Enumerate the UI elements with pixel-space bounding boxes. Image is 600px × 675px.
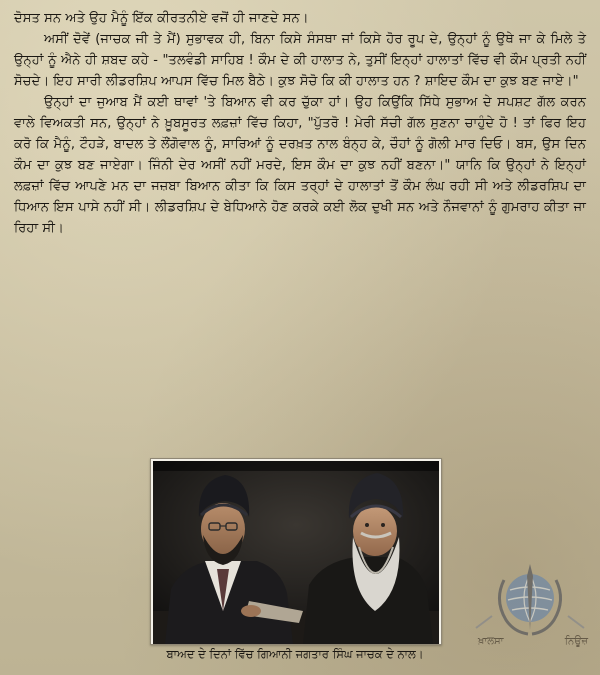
- photo-frame: [150, 458, 442, 645]
- paragraph-1: ਦੋਸਤ ਸਨ ਅਤੇ ਉਹ ਮੈਨੂੰ ਇੱਕ ਕੀਰਤਨੀਏ ਵਜੋਂ ਹੀ ਜਾਣਦੇ ਸਨ।: [14, 11, 309, 26]
- photo-illustration: [153, 461, 439, 644]
- photo-caption: ਬਾਅਦ ਦੇ ਦਿਨਾਂ ਵਿੱਚ ਗਿਆਨੀ ਜਗਤਾਰ ਸਿੰਘ ਜਾਚਕ ਦੇ ਨਾਲ।: [166, 647, 424, 661]
- khanda-globe-icon: [470, 560, 590, 640]
- paragraph-3: ਉਨ੍ਹਾਂ ਦਾ ਜੁਆਬ ਮੈਂ ਕਈ ਥਾਵਾਂ 'ਤੇ ਬਿਆਨ ਵੀ ਕਰ ਚੁੱਕਾ ਹਾਂ। ਉਹ ਕਿਉਂਕਿ ਸਿੱਧੇ ਸੁਭਾਅ ਦੇ ਸਪਸ਼ਟ ਗੱਲ ਕਰਨ ਵਾਲੇ ਵਿਅਕਤੀ ਸਨ, ਉਨ੍ਹਾਂ ਨੇ ਖ਼ੂਬਸੂਰਤ ਲਫ਼ਜ਼ਾਂ ਵਿੱਚ ਕਿਹਾ, "ਪੁੱਤਰੋ ! ਮੇਰੀ ਸੱਚੀ ਗੱਲ ਸੁਣਨਾ ਚਾਹੁੰਦੇ ਹੋ ! ਤਾਂ ਫਿਰ ਇਹ ਕਰੋ ਕਿ ਮੈਨੂੰ, ਟੌਹੜੇ, ਬਾਦਲ ਤੇ ਲੌਂਗੋਵਾਲ ਨੂੰ, ਸਾਰਿਆਂ ਨੂੰ ਦਰਖ਼ਤ ਨਾਲ ਬੰਨ੍ਹ ਕੇ, ਚੌਹਾਂ ਨੂੰ ਗੋਲੀ ਮਾਰ ਦਿਓ। ਬਸ, ਉਸ ਦਿਨ ਕੌਮ ਦਾ ਕੁਝ ਬਣ ਜਾਏਗਾ। ਜਿੰਨੀ ਦੇਰ ਅਸੀਂ ਨਹੀਂ ਮਰਦੇ, ਇਸ ਕੌਮ ਦਾ ਕੁਝ ਨਹੀਂ ਬਣਨਾ।" ਯਾਨਿ ਕਿ ਉਨ੍ਹਾਂ ਨੇ ਇਨ੍ਹਾਂ ਲਫ਼ਜ਼ਾਂ ਵਿੱਚ ਆਪਣੇ ਮਨ ਦਾ ਜਜ਼ਬਾ ਬਿਆਨ ਕੀਤਾ ਕਿ ਕਿਸ ਤਰ੍ਹਾਂ ਦੇ ਹਾਲਾਤਾਂ ਤੋਂ ਕੌਮ ਲੰਘ ਰਹੀ ਸੀ ਅਤੇ ਲੀਡਰਸ਼ਿਪ ਦਾ ਧਿਆਨ ਇਸ ਪਾਸੇ ਨਹੀਂ ਸੀ। ਲੀਡਰਸ਼ਿਪ ਦੇ ਬੇਧਿਆਨੇ ਹੋਣ ਕਰਕੇ ਕਈ ਲੋਕ ਦੁਖੀ ਸਨ ਅਤੇ ਨੌਜਵਾਨਾਂ ਨੂੰ ਗੁਮਰਾਹ ਕੀਤਾ ਜਾ ਰਿਹਾ ਸੀ।: [14, 95, 586, 236]
- watermark-left-text: ਖ਼ਾਲਸਾ: [478, 636, 504, 647]
- watermark-right-text: ਨਿਊਜ਼: [564, 636, 588, 647]
- watermark-logo: [470, 560, 590, 640]
- photograph: [153, 461, 439, 644]
- watermark-label: [478, 636, 588, 647]
- paragraph-2: ਅਸੀਂ ਦੋਵੇਂ (ਜਾਚਕ ਜੀ ਤੇ ਮੈਂ) ਸੁਭਾਵਕ ਹੀ, ਬਿਨਾ ਕਿਸੇ ਸੰਸਥਾ ਜਾਂ ਕਿਸੇ ਹੋਰ ਰੂਪ ਦੇ, ਉਨ੍ਹਾਂ ਨੂੰ ਉਥੇ ਜਾ ਕੇ ਮਿਲੇ ਤੇ ਉਨ੍ਹਾਂ ਨੂੰ ਐਨੇ ਹੀ ਸ਼ਬਦ ਕਹੇ - "ਤਲਵੰਡੀ ਸਾਹਿਬ ! ਕੌਮ ਦੇ ਕੀ ਹਾਲਾਤ ਨੇ, ਤੁਸੀਂ ਇਨ੍ਹਾਂ ਹਾਲਾਤਾਂ ਵਿੱਚ ਵੀ ਕੌਮ ਪ੍ਰਤੀ ਨਹੀਂ ਸੋਚਦੇ। ਇਹ ਸਾਰੀ ਲੀਡਰਸ਼ਿਪ ਆਪਸ ਵਿੱਚ ਮਿਲ ਬੈਠੇ। ਕੁਝ ਸੋਚੋ ਕਿ ਕੀ ਹਾਲਾਤ ਹਨ ? ਸ਼ਾਇਦ ਕੌਮ ਦਾ ਕੁਝ ਬਣ ਜਾਏ।": [14, 32, 586, 89]
- body-text: [14, 8, 586, 239]
